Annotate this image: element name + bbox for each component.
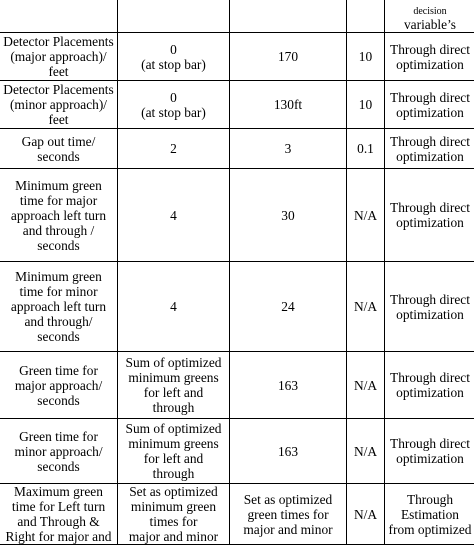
cell-method: [385, 352, 474, 419]
cell-line: major approach/: [0, 378, 117, 393]
cell-line: Right for major and: [0, 529, 117, 544]
header-cell-method: [385, 0, 474, 33]
cell-line: seconds: [0, 459, 117, 474]
table-row: [0, 484, 474, 545]
cell-step: N/A: [347, 262, 385, 352]
cell-param: [0, 33, 118, 81]
cell-initial: 170: [230, 33, 347, 81]
cell-step: 10: [347, 33, 385, 81]
cell-line: 0: [118, 42, 229, 57]
cell-method: [385, 81, 474, 129]
cell-line: 2: [118, 141, 229, 156]
cell-value: [118, 169, 230, 262]
cell-line: optimization: [385, 451, 474, 466]
cell-line: 4: [118, 208, 229, 223]
cell-line: minor approach/: [0, 444, 117, 459]
cell-line: (at stop bar): [118, 57, 229, 72]
cell-line: seconds: [0, 329, 117, 344]
cell-line: for left and: [118, 451, 229, 466]
cell-line: approach left turn: [0, 299, 117, 314]
cell-line: and Through &: [0, 514, 117, 529]
cell-line: seconds: [0, 393, 117, 408]
cell-value: [118, 352, 230, 419]
cell-line: Through direct: [385, 42, 474, 57]
cell-param: [0, 81, 118, 129]
cell-value: [118, 33, 230, 81]
cell-line: feet: [0, 112, 117, 127]
cell-line: (minor approach)/: [0, 97, 117, 112]
cell-line: optimization: [385, 215, 474, 230]
cell-line: Set as optimized: [230, 492, 346, 507]
cell-param: [0, 129, 118, 169]
cell-line: seconds: [0, 238, 117, 253]
cell-line: major and minor: [230, 522, 346, 537]
cell-step: N/A: [347, 169, 385, 262]
cell-line: optimization: [385, 307, 474, 322]
cell-line: time for major: [0, 193, 117, 208]
cell-value: [118, 129, 230, 169]
table-row: [0, 169, 474, 262]
cell-line: time for minor: [0, 284, 117, 299]
cell-line: Maximum green: [0, 484, 117, 499]
cell-line: green times for: [230, 507, 346, 522]
cell-line: Through direct: [385, 292, 474, 307]
cell-step: N/A: [347, 419, 385, 484]
cell-line: Detector Placements: [0, 34, 117, 49]
cell-line: Through: [385, 492, 474, 507]
cell-initial: 130ft: [230, 81, 347, 129]
cell-line: Through direct: [385, 90, 474, 105]
cell-line: times for: [118, 514, 229, 529]
cell-line: through: [118, 400, 229, 415]
cell-param: [0, 169, 118, 262]
cell-line: feet: [0, 64, 117, 79]
cell-line: minimum green: [118, 499, 229, 514]
cell-line: time for Left turn: [0, 499, 117, 514]
table-row: [0, 352, 474, 419]
cell-value: [118, 262, 230, 352]
cell-value: [118, 484, 230, 545]
cell-line: minimum greens: [118, 370, 229, 385]
cell-line: optimization: [385, 385, 474, 400]
cell-param: [0, 484, 118, 545]
header-method-line2: variable’s: [404, 17, 456, 32]
header-cell-value: [118, 0, 230, 33]
cell-line: Sum of optimized: [118, 355, 229, 370]
cell-initial: 163: [230, 419, 347, 484]
cell-initial: 3: [230, 129, 347, 169]
table-row: [0, 262, 474, 352]
cell-line: and through /: [0, 223, 117, 238]
cell-line: major and minor: [118, 529, 229, 544]
cell-line: Minimum green: [0, 178, 117, 193]
cell-line: (at stop bar): [118, 105, 229, 120]
cell-line: Detector Placements: [0, 82, 117, 97]
cell-line: optimization: [385, 105, 474, 120]
cell-method: [385, 262, 474, 352]
cell-initial: 24: [230, 262, 347, 352]
cell-line: Through direct: [385, 134, 474, 149]
table-row: [0, 33, 474, 81]
cell-line: (major approach)/: [0, 49, 117, 64]
cell-line: Through direct: [385, 200, 474, 215]
cell-line: seconds: [0, 149, 117, 164]
cell-line: Minimum green: [0, 269, 117, 284]
cell-line: minimum greens: [118, 436, 229, 451]
cell-line: optimization: [385, 57, 474, 72]
cell-step: 10: [347, 81, 385, 129]
cell-step: N/A: [347, 352, 385, 419]
cell-line: Green time for: [0, 429, 117, 444]
cell-line: optimization: [385, 149, 474, 164]
table-row: [0, 129, 474, 169]
cell-method: [385, 169, 474, 262]
cell-line: Through direct: [385, 436, 474, 451]
cell-line: 4: [118, 299, 229, 314]
header-cell-step: [347, 0, 385, 33]
cell-method: [385, 484, 474, 545]
cell-line: Through direct: [385, 370, 474, 385]
header-row: [0, 0, 474, 33]
header-cell-initial: [230, 0, 347, 33]
cell-step: N/A: [347, 484, 385, 545]
cell-line: from optimized: [385, 522, 474, 537]
cell-method: [385, 129, 474, 169]
cell-initial: [230, 484, 347, 545]
cell-initial: 163: [230, 352, 347, 419]
header-method-line1: decision: [385, 7, 474, 17]
header-cell-parameter: [0, 0, 118, 33]
cell-param: [0, 352, 118, 419]
cell-line: Sum of optimized: [118, 421, 229, 436]
cell-param: [0, 262, 118, 352]
cell-value: [118, 81, 230, 129]
cell-line: for left and: [118, 385, 229, 400]
cell-line: 0: [118, 90, 229, 105]
cell-line: approach left turn: [0, 208, 117, 223]
cell-line: Set as optimized: [118, 484, 229, 499]
table-row: [0, 81, 474, 129]
cell-line: Green time for: [0, 363, 117, 378]
cell-step: 0.1: [347, 129, 385, 169]
cell-line: Gap out time/: [0, 134, 117, 149]
cell-line: Estimation: [385, 507, 474, 522]
cell-line: and through/: [0, 314, 117, 329]
cell-line: through: [118, 466, 229, 481]
cell-initial: 30: [230, 169, 347, 262]
cell-method: [385, 33, 474, 81]
